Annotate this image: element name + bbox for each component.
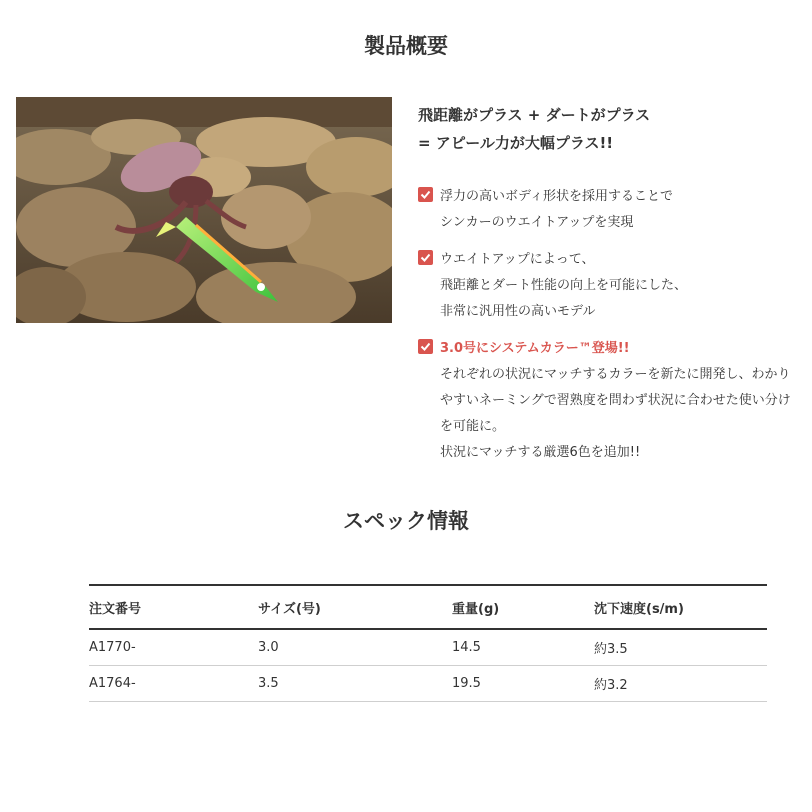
feature-text: 浮力の高いボディ形状を採用することで <box>440 189 673 204</box>
feature-text: 状況にマッチする厳選6色を追加!! <box>440 445 641 460</box>
squid-jig-on-rocks-image <box>16 97 392 323</box>
feature-item <box>418 247 798 325</box>
column-header: 重量(g) <box>452 585 594 629</box>
size-cell: 3.5 <box>258 666 452 702</box>
feature-item <box>418 184 798 236</box>
column-header: 沈下速度(s/m) <box>594 585 767 629</box>
column-header: 注文番号 <box>89 585 258 629</box>
feature-heading: 3.0号にシステムカラー™登場!! <box>440 341 630 356</box>
headline-line-1: 飛距離がプラス + ダートがプラス <box>418 106 651 124</box>
feature-text: ウエイトアップによって、 <box>440 252 595 267</box>
table-row <box>89 629 767 666</box>
feature-list <box>418 184 798 477</box>
column-header: サイズ(号) <box>258 585 452 629</box>
check-icon <box>418 187 433 202</box>
check-icon <box>418 339 433 354</box>
order-number-cell: A1770- <box>89 629 258 666</box>
weight-cell: 14.5 <box>452 629 594 666</box>
table-row <box>89 666 767 702</box>
spec-title: スペック情報 <box>343 509 469 533</box>
feature-item <box>418 336 798 466</box>
headline <box>418 101 798 157</box>
feature-text: それぞれの状況にマッチするカラーを新たに開発し、わかりやすいネーミングで習熟度を問わず状況に合わせた使い分けを可能に。 <box>440 367 791 434</box>
sink-rate-cell: 約3.5 <box>594 629 767 666</box>
weight-cell: 19.5 <box>452 666 594 702</box>
sink-rate-cell: 約3.2 <box>594 666 767 702</box>
feature-text: 飛距離とダート性能の向上を可能にした、 <box>440 278 688 293</box>
overview-title: 製品概要 <box>364 34 448 58</box>
feature-text: 非常に汎用性の高いモデル <box>440 304 596 319</box>
feature-text: シンカーのウエイトアップを実現 <box>440 215 634 230</box>
headline-line-2: = アピール力が大幅プラス!! <box>418 134 614 152</box>
order-number-cell: A1764- <box>89 666 258 702</box>
size-cell: 3.0 <box>258 629 452 666</box>
product-photo <box>16 97 392 323</box>
table-header-row <box>89 585 767 629</box>
check-icon <box>418 250 433 265</box>
spec-table <box>89 584 767 702</box>
